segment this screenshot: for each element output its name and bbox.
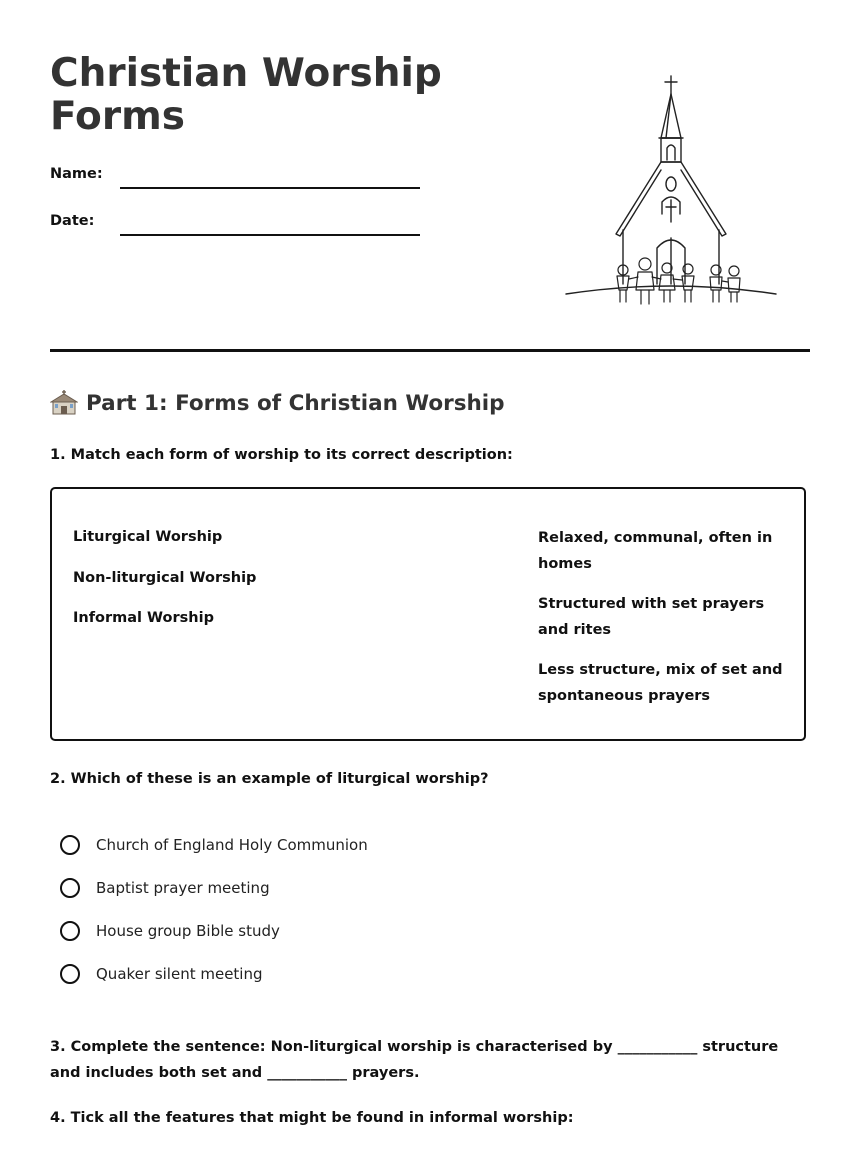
date-label: Date: [50,213,95,229]
q2-option[interactable] [60,835,368,855]
match-description[interactable]: Relaxed, communal, often in homes [538,530,773,572]
q2-option[interactable] [60,964,263,984]
q2-option[interactable] [60,921,280,941]
header-divider [50,349,810,352]
date-field[interactable] [120,234,420,236]
match-description[interactable]: Less structure, mix of set and spontaneous prayers [538,662,783,704]
radio-button[interactable] [60,835,80,855]
option-label: Church of England Holy Communion [96,836,368,854]
section-heading-text: Part 1: Forms of Christian Worship [86,390,505,416]
church-with-people-icon [560,72,782,310]
name-field[interactable] [120,187,420,189]
section-heading-part-1 [50,390,505,416]
match-term[interactable]: Liturgical Worship [73,529,223,545]
radio-button[interactable] [60,964,80,984]
match-term[interactable]: Informal Worship [73,610,214,626]
option-label: Baptist prayer meeting [96,879,270,897]
page-title: Christian Worship Forms [50,51,442,139]
question-4-prompt: 4. Tick all the features that might be found in informal worship: [50,1110,574,1126]
radio-button[interactable] [60,921,80,941]
question-3-prompt: 3. Complete the sentence: Non-liturgical worship is characterised by ___________ structure and includes both set and ___________ prayers. [50,1039,779,1081]
church-icon [50,390,78,416]
question-1-prompt: 1. Match each form of worship to its correct description: [50,447,513,463]
match-description[interactable]: Structured with set prayers and rites [538,596,765,638]
q2-option[interactable] [60,878,270,898]
option-label: House group Bible study [96,922,280,940]
matching-box [50,487,806,741]
option-label: Quaker silent meeting [96,965,263,983]
radio-button[interactable] [60,878,80,898]
question-2-prompt: 2. Which of these is an example of liturgical worship? [50,771,489,787]
name-label: Name: [50,166,103,182]
match-term[interactable]: Non-liturgical Worship [73,570,257,586]
